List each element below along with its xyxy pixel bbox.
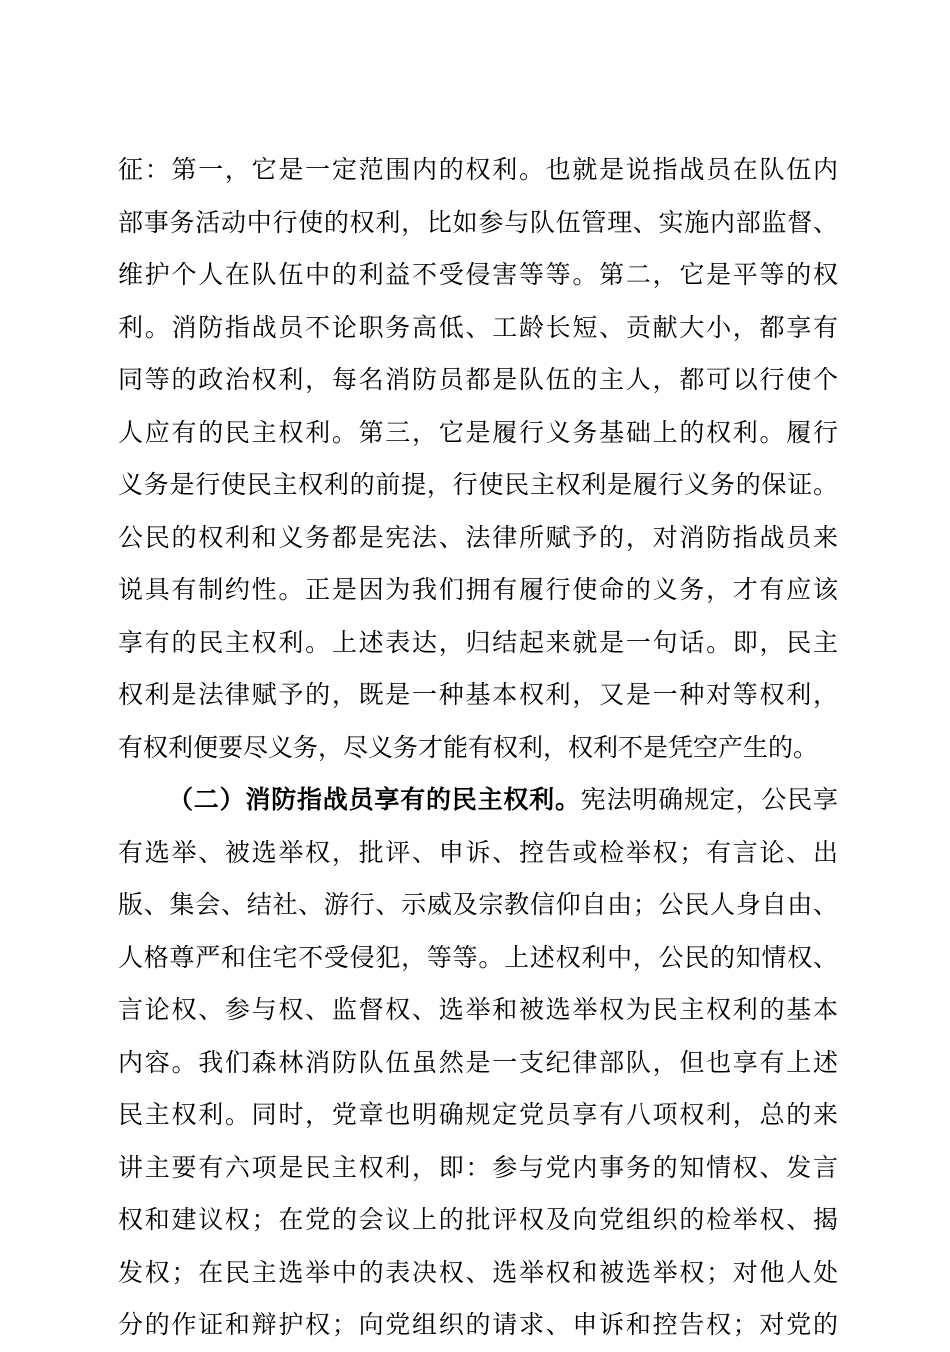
section-heading: （二）消防指战员享有的民主权利。	[168, 785, 581, 814]
text-line: 发权；在民主选举中的表决权、选举权和被选举权；对他人处	[118, 1257, 838, 1287]
text-line: 公民的权利和义务都是宪法、法律所赋予的，对消防指战员来	[118, 522, 838, 552]
text-line: 人格尊严和住宅不受侵犯，等等。上述权利中，公民的知情权、	[118, 942, 838, 972]
text-line: 人应有的民主权利。第三，它是履行义务基础上的权利。履行	[118, 417, 838, 447]
text-line: 利。消防指战员不论职务高低、工龄长短、贡献大小，都享有	[118, 312, 838, 342]
text-line: 有权利便要尽义务，尽义务才能有权利，权利不是凭空产生的。	[118, 732, 819, 762]
text-line: 部事务活动中行使的权利，比如参与队伍管理、实施内部监督、	[118, 207, 838, 237]
text-line: 维护个人在队伍中的利益不受侵害等等。第二，它是平等的权	[118, 260, 838, 289]
text-line: 讲主要有六项是民主权利，即：参与党内事务的知情权、发言	[118, 1152, 838, 1182]
text-line: 征：第一，它是一定范围内的权利。也就是说指战员在队伍内	[118, 155, 838, 184]
text-line: 民主权利。同时，党章也明确规定党员享有八项权利，总的来	[118, 1100, 838, 1129]
text-line: 有选举、被选举权，批评、申诉、控告或检举权；有言论、出	[118, 837, 838, 867]
document-body	[118, 144, 838, 1352]
text-line: 分的作证和辩护权；向党组织的请求、申诉和控告权；对党的	[118, 1310, 838, 1339]
text-line: 享有的民主权利。上述表达，归结起来就是一句话。即，民主	[118, 627, 838, 657]
text-line: 同等的政治权利，每名消防员都是队伍的主人，都可以行使个	[118, 365, 838, 394]
text-line: 版、集会、结社、游行、示威及宗教信仰自由；公民人身自由、	[118, 890, 838, 919]
text-line: 言论权、参与权、监督权、选举和被选举权为民主权利的基本	[118, 995, 838, 1024]
section-first-line	[118, 774, 838, 827]
text-line: 说具有制约性。正是因为我们拥有履行使命的义务，才有应该	[118, 575, 838, 604]
section-first-line-text: 宪法明确规定，公民享	[580, 785, 838, 814]
text-line: 权利是法律赋予的，既是一种基本权利，又是一种对等权利，	[118, 680, 838, 709]
text-line: 权和建议权；在党的会议上的批评权及向党组织的检举权、揭	[118, 1205, 838, 1234]
text-line: 内容。我们森林消防队伍虽然是一支纪律部队，但也享有上述	[118, 1047, 838, 1077]
text-line: 义务是行使民主权利的前提，行使民主权利是履行义务的保证。	[118, 470, 838, 499]
